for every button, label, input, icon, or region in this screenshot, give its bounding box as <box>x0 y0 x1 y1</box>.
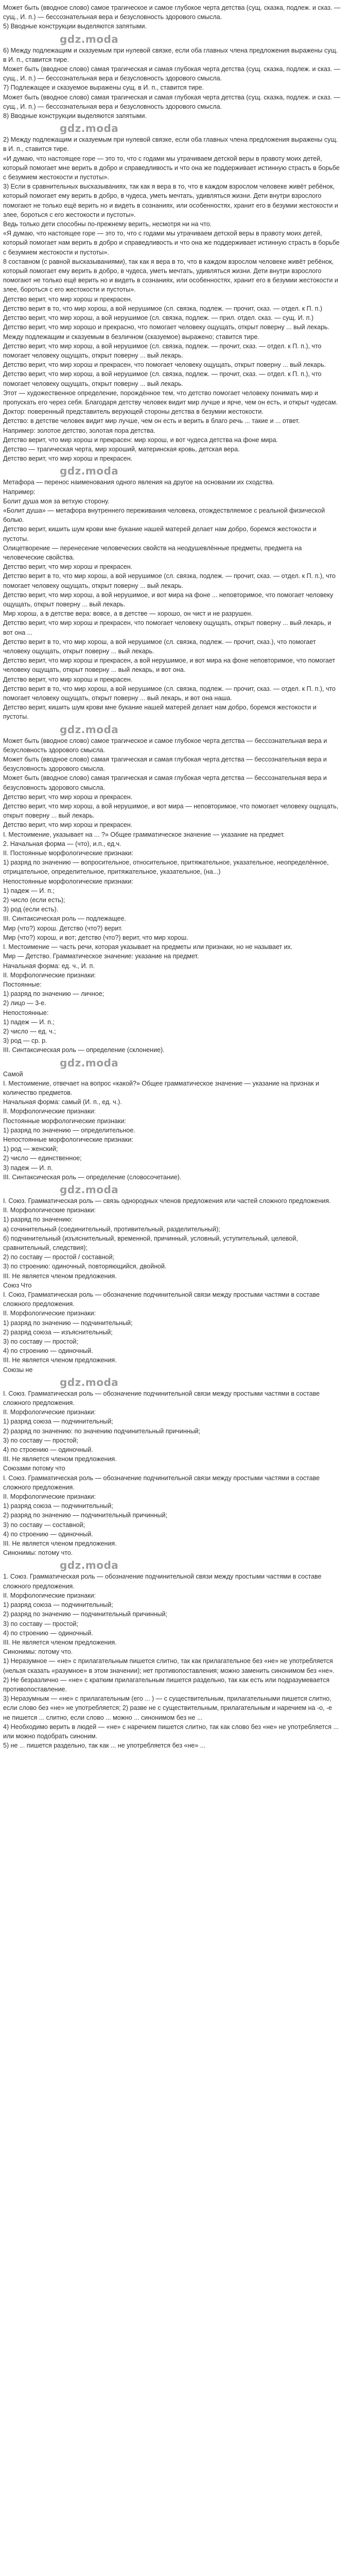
text-line: 8) Вводные конструкции выделяются запятыми. <box>3 112 147 120</box>
text-line: 3) Если в сравнительных высказываниях, так как я вера в то, что в каждом взрослом человеке живёт ребёнок, который помогает ему верить в добро, в чудеса, уметь мечтать, удивляться жизни. Дети внутри взрослого помогают не только ещё верить но и видеть в сознаниях, или особенностях, хранит его в безумии жестокости и злее, бороться с его жестокости и пустоты». <box>3 183 338 218</box>
text-line: Детство: в детстве человек видит мир лучше, чем он есть и верить в благо речь ... такие и ... ответ. <box>3 417 300 425</box>
text-line: III. Синтаксическая роль — определение (склонение). <box>3 1046 165 1054</box>
text-line: 6) Между подлежащим и сказуемым при нулевой связке, если оба главных члена предложения выражены сущ. в И. п., ставится тире. <box>3 46 338 63</box>
text-line: Детство верит, что мир хорош и прекрасен, что помогает человеку ощущать, открыт поверну ... вый лекарь, и вот она ... <box>3 619 331 636</box>
text-line: 1) разряд по значению — подчинительный; <box>3 1319 133 1327</box>
text-line: Ведь только дети способны по-прежнему верить, несмотря ни на что. <box>3 221 212 228</box>
text-line: II. Морфологические признаки: <box>3 1207 96 1214</box>
text-line: 2) число — единственное; <box>3 1155 82 1162</box>
text-line: Этот — художественное определение, порождённое тем, что детство помогает человеку понимать мир и пропускать его через себя. Благодаря детству человек видит мир лучше и ярче, чем он есть, и открыт чудесам. <box>3 389 338 406</box>
text-line: 3) род (если есть). <box>3 906 59 913</box>
text-line: 2) разряд по значению: по значению подчинительный причинный; <box>3 1427 201 1435</box>
text-line: 2) разряд по значению — подчинительный причинный; <box>3 1611 167 1618</box>
text-line: Может быть (вводное слово) самое трагическое и самое глубокое черта детства (сущ. сказка, подлеж. и сказ. — сущ., И. п.) — бессознательная вера и безусловность здорового смысла. <box>3 4 341 21</box>
text-line: Например: золотое детство, золотая пора детства. <box>3 427 155 434</box>
text-line: 1) разряд союза — подчинительный; <box>3 1502 113 1510</box>
text-line: Детство верит в то, что мир хорош, а вой нерушимое (сл. связка, подлеж. — прочит, сказ. — отдел. к П. п.), что помогает человеку ощущать, открыт поверну ... вый лекарь. <box>3 572 336 589</box>
text-line: I. Союз. Грамматическая роль — обозначение подчинительной связи между простыми частями в составе сложного предложения. <box>3 1389 320 1407</box>
text-line: Например: <box>3 488 36 496</box>
text-line: Олицетворение — перенесение человеческих свойств на неодушевлённые предметы, предмета на человеческие свойства. <box>3 544 302 561</box>
text-line: Детство верит, кишить шум крови мне букание нашей матерей делает нам добро, боремся жестокости и пустоты. <box>3 704 317 721</box>
text-line: «Болит душа» — метафора внутреннего переживания человека, отождествляемое с реальной физической болью. <box>3 506 325 524</box>
text-line: 1) разряд по значению — вопросительное, относительное, притяжательное, указательное, неопределённое, отрицательное, определительное, притяжательное, указательное, (на...) <box>3 859 329 876</box>
text-line: Непостоянные морфологические признаки: <box>3 1136 133 1143</box>
text-line: 1) падеж — И. п.; <box>3 1018 55 1026</box>
text-line: Детство верит в то, что мир хорош, а вой нерушимое (сл. связка, подлеж. — прочит, сказ.), что помогает человеку ощущать, открыт поверну ... вый лекарь. <box>3 638 316 655</box>
text-line: Детство верит, что мир хорош и прекрасен. <box>3 563 133 571</box>
text-line: 3) по составу — простой; <box>3 1338 78 1346</box>
text-line: 2) Не безразлично — «не» с кратким прилагательным пишется раздельно, так как есть или подразумевается противопоставление. <box>3 1676 330 1693</box>
text-line: Союзами потому что <box>3 1465 65 1472</box>
text-line: 2) число (если есть); <box>3 896 65 904</box>
text-line: III. Не является членом предложения. <box>3 1638 117 1646</box>
text-line: 4) по строению — одиночный. <box>3 1629 93 1637</box>
text-line: II. Морфологические признаки: <box>3 1310 96 1317</box>
text-line: 1) разряд союза — подчинительный; <box>3 1601 113 1609</box>
text-line: III. Не является членом предложения. <box>3 1455 117 1463</box>
text-line: III. Синтаксическая роль — подлежащее. <box>3 915 126 923</box>
text-line: Метафора — перенос наименования одного явления на другое на основании их сходства. <box>3 479 274 486</box>
text-line: II. Морфологические признаки: <box>3 1591 96 1599</box>
text-line: 1) Неразумное — «не» с прилагательным пишется слитно, так как прилагательное без «не» не употребляется (нельзя сказать «разумное» в этом значении); нет противопоставления; можно заменить синонимом без «не». <box>3 1657 335 1674</box>
text-line: Начальная форма: ед. ч., И. п. <box>3 962 95 970</box>
text-line: III. Не является членом предложения. <box>3 1540 117 1548</box>
text-line: Может быть (вводное слово) самое трагическое и самое глубокое черта детства — бессознательная вера и безусловность здорового смысла. <box>3 737 327 754</box>
text-line: Детство верит, что мир хорош и прекрасен. <box>3 455 133 463</box>
text-line: Непостоянные морфологические признаки: <box>3 877 133 885</box>
text-line: Может быть (вводное слово) самая трагическая и самая глубокая черта детства (сущ. сказка, подлеж. и сказ. — сущ., И. п.) — бессознательная вера и безусловность здорового смысла. <box>3 93 340 110</box>
text-line: Самой <box>3 1070 23 1078</box>
text-line: Постоянные: <box>3 980 42 988</box>
text-line: Союз Что <box>3 1281 32 1289</box>
text-line: 3) Неразумным — «не» с прилагательным (его ... ) — с существительным, прилагательными пишется слитно, если слово без «не» не употребляется; 2) разве не с существительным, прилагательным и наречием на -о, -е не пишется ... слитно, если слово ... можно ... синонимом без не ... <box>3 1695 332 1721</box>
text-line: Детство верит, что мир хорош и прекрасен. <box>3 793 133 801</box>
text-line: Синонимы: потому что. <box>3 1648 73 1656</box>
text-line: II. Морфологические признаки: <box>3 1493 96 1501</box>
text-line: I. Союз. Грамматическая роль — обозначение подчинительной связи между простыми частями в составе сложного предложения. <box>3 1474 320 1491</box>
text-line: 3) падеж — И. п. <box>3 1164 53 1172</box>
text-line: III. Синтаксическая роль — определение (словосочетание). <box>3 1173 182 1181</box>
text-line: III. Не является членом предложения. <box>3 1357 117 1364</box>
text-line: 4) по строению — одиночный. <box>3 1530 93 1538</box>
text-line: I. Местоимение, указывает на ... ?» Общее грамматическое значение — указание на предмет. <box>3 831 285 838</box>
text-line: II. Морфологические признаки: <box>3 1108 96 1115</box>
text-line: Детство верит, что мир хорош и прекрасен, что помогает человеку ощущать, открыт поверну ... вый лекарь. <box>3 361 326 369</box>
text-line: 1) разряд по значению — личное; <box>3 990 104 998</box>
text-line: 2. Начальная форма — (что), и.п., ед.ч. <box>3 840 121 848</box>
text-line: Детство верит в то, что мир хорош, а вой нерушимое (сл. связка, подлеж. — прочит, сказ. — отдел. к П. п.) <box>3 304 322 312</box>
text-line: Детство верит, что мир хорош и прекрасен. <box>3 821 133 829</box>
text-line: I. Местоимение — часть речи, которая указывает на предметы или признаки, но не называет их. <box>3 943 293 951</box>
text-line: I. Союз. Грамматическая роль — связь однородных членов предложения или частей сложного предложения. <box>3 1197 331 1205</box>
text-line: III. Не является членом предложения. <box>3 1272 117 1280</box>
watermark: gdz.moda <box>60 1183 119 1196</box>
text-line: Мир хорош, а в детстве вера: вовсе, а в детстве — хорошо, он чист и не разрушен. <box>3 610 253 618</box>
text-line: Постоянные морфологические признаки: <box>3 1117 126 1125</box>
text-line: Детство верит, что мир хорош и прекрасен, а вой нерушимое, и вот мира на фоне неповторимое, что помогает человеку ощущать, открыт поверну ... вый лекарь, и вот она. <box>3 657 336 674</box>
text-line: Может быть (вводное слово) самая трагическая и самая глубокая черта детства (сущ. сказка, подлеж. и сказ. — сущ., И. п.) — бессознательная вера и безусловность здорового смысла. <box>3 65 340 82</box>
text-line: 3) род — ср. р. <box>3 1037 47 1045</box>
text-line: Детство верит в то, что мир хорош, а вой нерушимое (сл. связка, подлеж. — прочит, сказ. — отдел. к П. п.), что помогает человеку ощущать, открыт поверну ... вый лекарь, и вот она наша. <box>3 685 336 702</box>
text-line: Детство верит, что мир хорош, а вой нерушимое (сл. связка, подлеж. — прил. отдел. сказ. — сущ. И. п.) <box>3 314 314 322</box>
text-line: 2) по составу — простой / составной; <box>3 1253 114 1261</box>
text-line: 1) разряд союза — подчинительный; <box>3 1418 113 1426</box>
text-line: 7) Подлежащее и сказуемое выражены сущ. в И. п., ставится тире. <box>3 84 204 92</box>
text-line: а) сочинительный (соединительный, противительный, разделительный); <box>3 1225 220 1233</box>
text-line: I. Союз, Грамматическая роль — обозначение подчинительной связи между простыми частями в составе сложного предложения. <box>3 1291 320 1308</box>
text-line: Детство верит, что мир хорош, а вой нерушимое, и вот мира на фоне ... неповторимое, что помогает человеку ощущать, открыт поверну ... вый лекарь. <box>3 591 334 608</box>
text-line: I. Местоимение, отвечает на вопрос «какой?» Общее грамматическое значение — указание на признак и количество предметов. <box>3 1079 319 1096</box>
text-line: Детство — трагическая черта, мир хороший, материнская кровь, детская вера. <box>3 445 240 453</box>
text-line: Мир — Детство. Грамматическое значение: указание на предмет. <box>3 953 199 960</box>
text-line: Детство верит, кишить шум крови мне букание нашей матерей делает нам добро, боремся жестокости и пустоты. <box>3 526 317 543</box>
text-line: 4) Необходимо верить в людей — «не» с наречием пишется слитно, так как слово без «не» не употребляется ... или можно подобрать синоним. <box>3 1723 339 1740</box>
text-line: 1) разряд по значению: <box>3 1216 73 1224</box>
text-line: Болит душа моя за ветхую сторону. <box>3 497 110 505</box>
text-line: 2) число — ед. ч.; <box>3 1027 56 1035</box>
watermark: gdz.moda <box>60 1376 119 1388</box>
text-line: 2) разряд по значению — подчинительный причинный; <box>3 1512 167 1519</box>
watermark: gdz.moda <box>60 465 119 478</box>
text-line: Непостоянные: <box>3 1009 49 1016</box>
text-line: Детство верит, что мир хорош и прекрасен: мир хорош, и вот чудеса детства на фоне мира. <box>3 436 278 444</box>
text-line: Детство верит, что мир хорош, а вой нерушимое, и вот мира — неповторимое, что помогает человеку ощущать, открыт поверну ... вый лекарь. <box>3 803 339 820</box>
text-line: Может быть (вводное слово) самая трагическая и самая глубокая черта детства — бессознательная вера и безусловность здорового смысла. <box>3 774 327 791</box>
text-line: 1) род — женский; <box>3 1145 58 1153</box>
text-line: 1) разряд по значению — определительное. <box>3 1126 135 1134</box>
text-line: 2) Между подлежащим и сказуемым при нулевой связке, если оба главных члена предложения выражены сущ. в И. п., ставится тире. <box>3 136 338 153</box>
watermark: gdz.moda <box>60 122 119 135</box>
text-line: II. Морфологические признаки: <box>3 971 96 979</box>
text-line: 1) падеж — И. п.; <box>3 887 55 894</box>
watermark: gdz.moda <box>60 1056 119 1069</box>
text-line: Начальная форма: самый (И. п., ед. ч.). <box>3 1098 122 1106</box>
text-line: 3) по составу — составной; <box>3 1521 85 1529</box>
text-line: 3) по составу — простой; <box>3 1436 78 1444</box>
text-line: 3) по составу — простой; <box>3 1620 78 1628</box>
text-line: Союзы не <box>3 1366 33 1374</box>
text-line: 1. Союз. Грамматическая роль — обозначение подчинительной связи между простыми частями в составе сложного предложения. <box>3 1573 322 1590</box>
text-line: Мир (что?) хорош, и вот; детство (что?) верит, что мир хорош. <box>3 934 188 941</box>
text-line: б) подчинительный (изъяснительный, временной, причинный, условный, уступительный, целевой, сравнительный, следствия); <box>3 1234 298 1251</box>
text-line: «Я думаю, что настоящее горе — это то, что с годами мы утрачиваем детской веры в правоту моих детей, который помогает нам верить в добро и справедливость и что она же поддерживает истинную страсть в борьбе с безумием жестокости и пустоты». <box>3 230 340 256</box>
text-line: 2) лицо — 3-е. <box>3 999 46 1007</box>
text-line: Между подлежащим и сказуемым в безличном (сказуемое) выражено; ставится тире. <box>3 333 259 341</box>
watermark: gdz.moda <box>60 723 119 736</box>
text-line: Мир (что?) хорош. Детство (что?) верит. <box>3 924 123 932</box>
text-line: II. Морфологические признаки: <box>3 1409 96 1416</box>
text-line: Детство верит, что мир хорош, а вой нерушимое (сл. связка, подлеж. — прочит, сказ. — отдел. к П. п.), что помогает человеку ощущать, открыт поверну ... вый лекарь. <box>3 370 322 387</box>
text-line: Детство верит, что мир хорошо и прекрасно, что помогает человеку ощущать, открыт поверну ... вый лекарь. <box>3 324 330 331</box>
text-line: II. Постоянные морфологические признаки: <box>3 850 133 857</box>
text-line: 8 составном (с равной высказываниями), так как я вера в то, что в каждом взрослом человеке живёт ребёнок, который помогает ему верить в добро, в чудеса, уметь мечтать, удивляться жизни. Дети внутри взрослого помогают не только ещё верить но и видеть в сознаниях, или особенностях, хранит его в безумии жестокости и злее, бороться с его жестокости и пустоты». <box>3 258 338 294</box>
text-line: 3) по строению: одиночный, повторяющийся, двойной. <box>3 1263 167 1270</box>
text-line: 5) не ... пишется раздельно, так как ... не употребляется без «не» ... <box>3 1742 206 1750</box>
text-line: 4) по строению — одиночный. <box>3 1446 93 1454</box>
text-line: Доктор: поверенный представитель верующей стороны детства в безумии жестокости. <box>3 408 264 416</box>
watermark: gdz.moda <box>60 32 119 45</box>
text-line: 5) Вводные конструкции выделяются запятыми. <box>3 23 147 30</box>
text-line: 2) разряд союза — изъяснительный; <box>3 1328 113 1336</box>
text-line: Может быть (вводное слово) самая трагическая и самая глубокая черта детства — бессознательная вера и безусловность здорового смысла. <box>3 756 327 773</box>
text-line: Детство верит, что мир хорош и прекрасен. <box>3 675 133 683</box>
watermark: gdz.moda <box>60 1559 119 1572</box>
text-line: «И думаю, что настоящее горе — это то, что с годами мы утрачиваем детской веры в правоту моих детей, который помогает мне верить в добро и справедливость и что она же поддерживает истинную страсть в борьбе с безумием жестокости и пустоты». <box>3 155 340 181</box>
text-line: Детство верит, что мир хорош и прекрасен. <box>3 295 133 303</box>
text-line: 4) по строению — одиночный. <box>3 1347 93 1355</box>
text-line: Детство верит, что мир хорош, а вой нерушимое (сл. связка, подлеж. — прочит, сказ. — отдел. к П. п.), что помогает человеку ощущать, открыт поверну ... вый лекарь. <box>3 342 322 359</box>
text-line: Синонимы: потому что. <box>3 1549 73 1557</box>
